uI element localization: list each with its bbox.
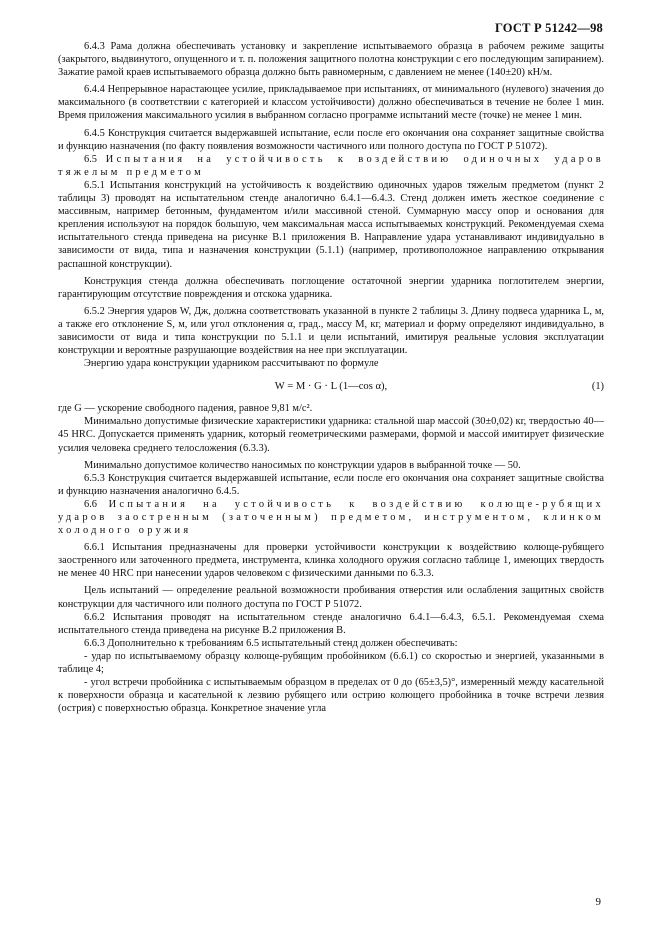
section-title: Испытания на устойчивость к воздействию одиночных ударов тяжелым предметом	[58, 153, 605, 178]
list-item: - угол встречи пробойника с испытываемым образцом в пределах от 0 до (65±3,5)°, измеренный между касательной к поверхности образца и касательной к лезвию рубящего или острию колющего пробойника в точке встречи лезвия (острия) с поверхностью образца. Конкретное значение угла	[58, 677, 604, 715]
paragraph-6-5-3: 6.5.3 Конструкция считается выдержавшей испытание, если после его окончания она сохраняет защитные свойства и функцию назначения аналогично 6.4.5.	[58, 472, 604, 497]
paragraph-striker-characteristics: Минимально допустимые физические характеристики ударника: стальной шар массой (30±0,02) кг, твердостью 40—45 HRC. Допускается применять ударник, который геометрическими размерами, формой и массой имитирует физические усилия человека среднего телосложения (6.3.3).	[58, 416, 604, 454]
list-item: - удар по испытываемому образцу колюще-рубящим пробойником (6.6.1) со скоростью и энергией, указанными в таблице 4;	[58, 650, 604, 676]
formula-number: (1)	[591, 381, 604, 393]
paragraph-6-4-3: 6.4.3 Рама должна обеспечивать установку и закрепление испытываемого образца в рабочем режиме защиты (закрытого, выдвинутого, опущенного и т. п. положения защитного полотна конструкции с его последующим запиранием). Зажатие рамой краев испытываемого образца должно быть равномерным, с давлением не менее (140±20) кН/м.	[58, 41, 604, 79]
section-number: 6.5	[84, 153, 97, 165]
paragraph-6-4-5: 6.4.5 Конструкция считается выдержавшей испытание, если после его окончания она сохраняет защитные свойства и функцию назначения (по факту появления возможности частичного или полного доступа по ГОСТ Р 51072).	[58, 127, 604, 152]
document-body	[58, 40, 604, 715]
paragraph-6-6-1: 6.6.1 Испытания предназначены для проверки устойчивости конструкции к воздействию колюще-рубящего заостренного или заточенного предмета, инструмента, клинка холодного оружия согласно таблице 1, имеющих твердость не менее 40 HRC при нанесении ударов человеком с физическими данными по 6.3.3.	[58, 542, 604, 580]
paragraph-6-5-2: 6.5.2 Энергия ударов W, Дж, должна соответствовать указанной в пункте 2 таблицы 3. Длину подвеса ударника L, м, а также его отклонение S, м, или угол отклонения α, град., массу M, кг, материал и форму определяют индивидуально, в зависимости от вида и типа конструкции по 5.1.1 и цели испытаний, имитируя реальные условия эксплуатации конструкции и вероятные разрушающие воздействия на нее при эксплуатации.	[58, 305, 604, 357]
paragraph-6-4-4: 6.4.4 Непрерывное нарастающее усилие, прикладываемое при испытаниях, от минимального (нулевого) значения до максимального (в соответствии с категорией и классом устойчивости) должно обеспечиваться в течение не более 1 мин. Время приложения максимального усилия в выбранном согласно программе испытаний месте (точке) не менее 1 мин.	[58, 84, 604, 122]
paragraph-stand-design: Конструкция стенда должна обеспечивать поглощение остаточной энергии ударника поглотителем энергии, гарантирующим отсутствие повреждения и отскока ударника.	[58, 275, 604, 300]
paragraph-6-6-3: 6.6.3 Дополнительно к требованиям 6.5 испытательный стенд должен обеспечивать:	[84, 637, 458, 649]
section-heading-6-5	[58, 153, 604, 179]
section-heading-6-6	[58, 498, 604, 537]
paragraph-6-6-2: 6.6.2 Испытания проводят на испытательном стенде аналогично 6.4.1—6.4.3, 6.5.1. Рекомендуемая схема испытательного стенда приведена на рисунке В.2 приложения В.	[58, 611, 604, 636]
section-number: 6.6	[84, 498, 97, 510]
formula-block	[58, 375, 604, 399]
standard-header: ГОСТ Р 51242—98	[494, 21, 603, 35]
paragraph-impact-count: Минимально допустимое количество наносимых по конструкции ударов в выбранной точке — 50.	[84, 459, 521, 471]
page-number: 9	[595, 896, 601, 908]
section-title: Испытания на устойчивость к воздействию колюще-рубящих ударов заостренным (заточенным) предметом, инструментом, клинком холодного оружия	[58, 498, 604, 537]
formula: W = M · G · L (1—cos α),	[274, 381, 388, 393]
paragraph-6-5-1: 6.5.1 Испытания конструкций на устойчивость к воздействию одиночных ударов тяжелым предметом (пункт 2 таблицы 3) проводят на испытательном стенде аналогично 6.4.1—6.4.3. Стенд должен иметь жесткое соединение с массивным, например бетонным, фундаментом и/или массивной стеной. Суммарную массу опор и основания для крепления используют на порядок большую, чем максимальная масса испытываемых конструкций. Рекомендуемая схема испытательного стенда приведена на рисунке В.1 приложения В. Направление удара устанавливают индивидуально в зависимости от вида, типа и назначения конструкции (5.1.1) (например, противоположное направлению открывания распашной конструкции).	[58, 179, 604, 270]
paragraph-where: где G — ускорение свободного падения, равное 9,81 м/с².	[58, 403, 313, 415]
paragraph-formula-intro: Энергию удара конструкции ударником рассчитывают по формуле	[84, 358, 379, 370]
paragraph-goal: Цель испытаний — определение реальной возможности пробивания отверстия или ослабления защитных свойств конструкции для частичного или полного доступа по ГОСТ Р 51072.	[58, 585, 604, 610]
